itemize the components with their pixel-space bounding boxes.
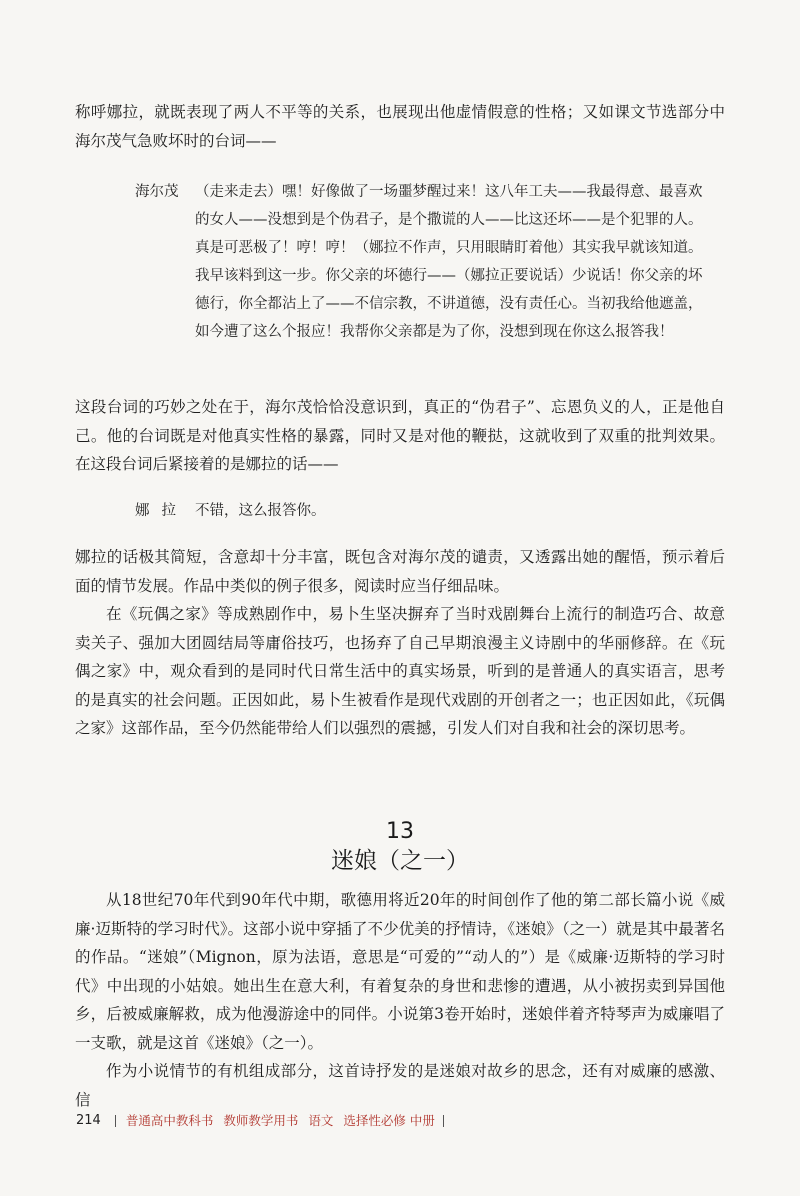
quote-speaker-nora: 娜拉 xyxy=(135,503,188,519)
quote-speaker-helmer: 海尔茂 xyxy=(135,184,179,200)
footer-book-title: 普通高中教科书 xyxy=(125,1113,214,1128)
quote-speech-nora: 不错，这么报答你。 xyxy=(195,503,326,519)
paragraph-5: 从18世纪70年代到90年代中期，歌德用将近20年的时间创作了他的第二部长篇小说《威廉·迈斯特的学习时代》。这部小说中穿插了不少优美的抒情诗，《迷娘》（之一）就是其中最著名的作品。“迷娘”（Mignon，原为法语，意思是“可爱的”“动人的”）是《威廉·迈斯特的学习时代》中出现的小姑娘。她出生在意大利，有着复杂的身世和悲惨的遭遇，从小被拐卖到异国他乡，后被威廉解救，成为他漫游途中的同伴。小说第3卷开始时，迷娘伴着齐特琴声为威廉唱了一支歌，就是这首《迷娘》（之一）。 xyxy=(75,891,725,1052)
paragraph-4: 在《玩偶之家》等成熟剧作中，易卜生坚决摒弃了当时戏剧舞台上流行的制造巧合、故意卖关子、强加大团圆结局等庸俗技巧，也扬弃了自己早期浪漫主义诗剧中的华丽修辞。在《玩偶之家》中，观众看到的是同时代日常生活中的真实场景，听到的是普通人的真实语言，思考的是真实的社会问题。正因如此，易卜生被看作是现代戏剧的开创者之一；也正因如此，《玩偶之家》这部作品，至今仍然能带给人们以强烈的震撼，引发人们对自我和社会的深切思考。 xyxy=(75,605,725,737)
footer-series: 教师教学用书 xyxy=(223,1113,299,1128)
footer-divider xyxy=(115,1115,116,1127)
footer-subject: 语文 xyxy=(308,1113,334,1128)
paragraph-6: 作为小说情节的有机组成部分，这首诗抒发的是迷娘对故乡的思念，还有对威廉的感激、信 xyxy=(75,1062,725,1109)
quote-speech-helmer: （走来走去）嘿！好像做了一场噩梦醒过来！这八年工夫——我最得意、最喜欢的女人——没想到是个伪君子，是个撒谎的人——比这还坏——是个犯罪的人。真是可恶极了！哼！哼！（娜拉不作声，只用眼睛盯着他）其实我早就该知道。我早该料到这一步。你父亲的坏德行——（娜拉正要说话）少说话！你父亲的坏德行，你全都沾上了——不信宗教，不讲道德，没有责任心。当初我给他遮盖，如今遭了这么个报应！我帮你父亲都是为了你，没想到现在你这么报答我！ xyxy=(195,184,703,340)
footer-volume: 选择性必修 中册 xyxy=(343,1113,435,1128)
paragraph-1: 称呼娜拉，就既表现了两人不平等的关系，也展现出他虚情假意的性格；又如课文节选部分中海尔茂气急败坏时的台词—— xyxy=(75,103,725,150)
section-number: 13 xyxy=(386,819,414,844)
section-title: 迷娘（之一） xyxy=(331,848,469,874)
footer-divider-end xyxy=(443,1115,444,1127)
page-number: 214 xyxy=(76,1113,101,1128)
paragraph-3: 娜拉的话极其简短，含意却十分丰富，既包含对海尔茂的谴责，又透露出她的醒悟，预示着后面的情节发展。作品中类似的例子很多，阅读时应当仔细品味。 xyxy=(75,548,725,595)
paragraph-2: 这段台词的巧妙之处在于，海尔茂恰恰没意识到，真正的“伪君子”、忘恩负义的人，正是他自己。他的台词既是对他真实性格的暴露，同时又是对他的鞭挞，这就收到了双重的批判效果。在这段台词后紧接着的是娜拉的话—— xyxy=(75,398,725,473)
page-footer xyxy=(76,1112,444,1130)
